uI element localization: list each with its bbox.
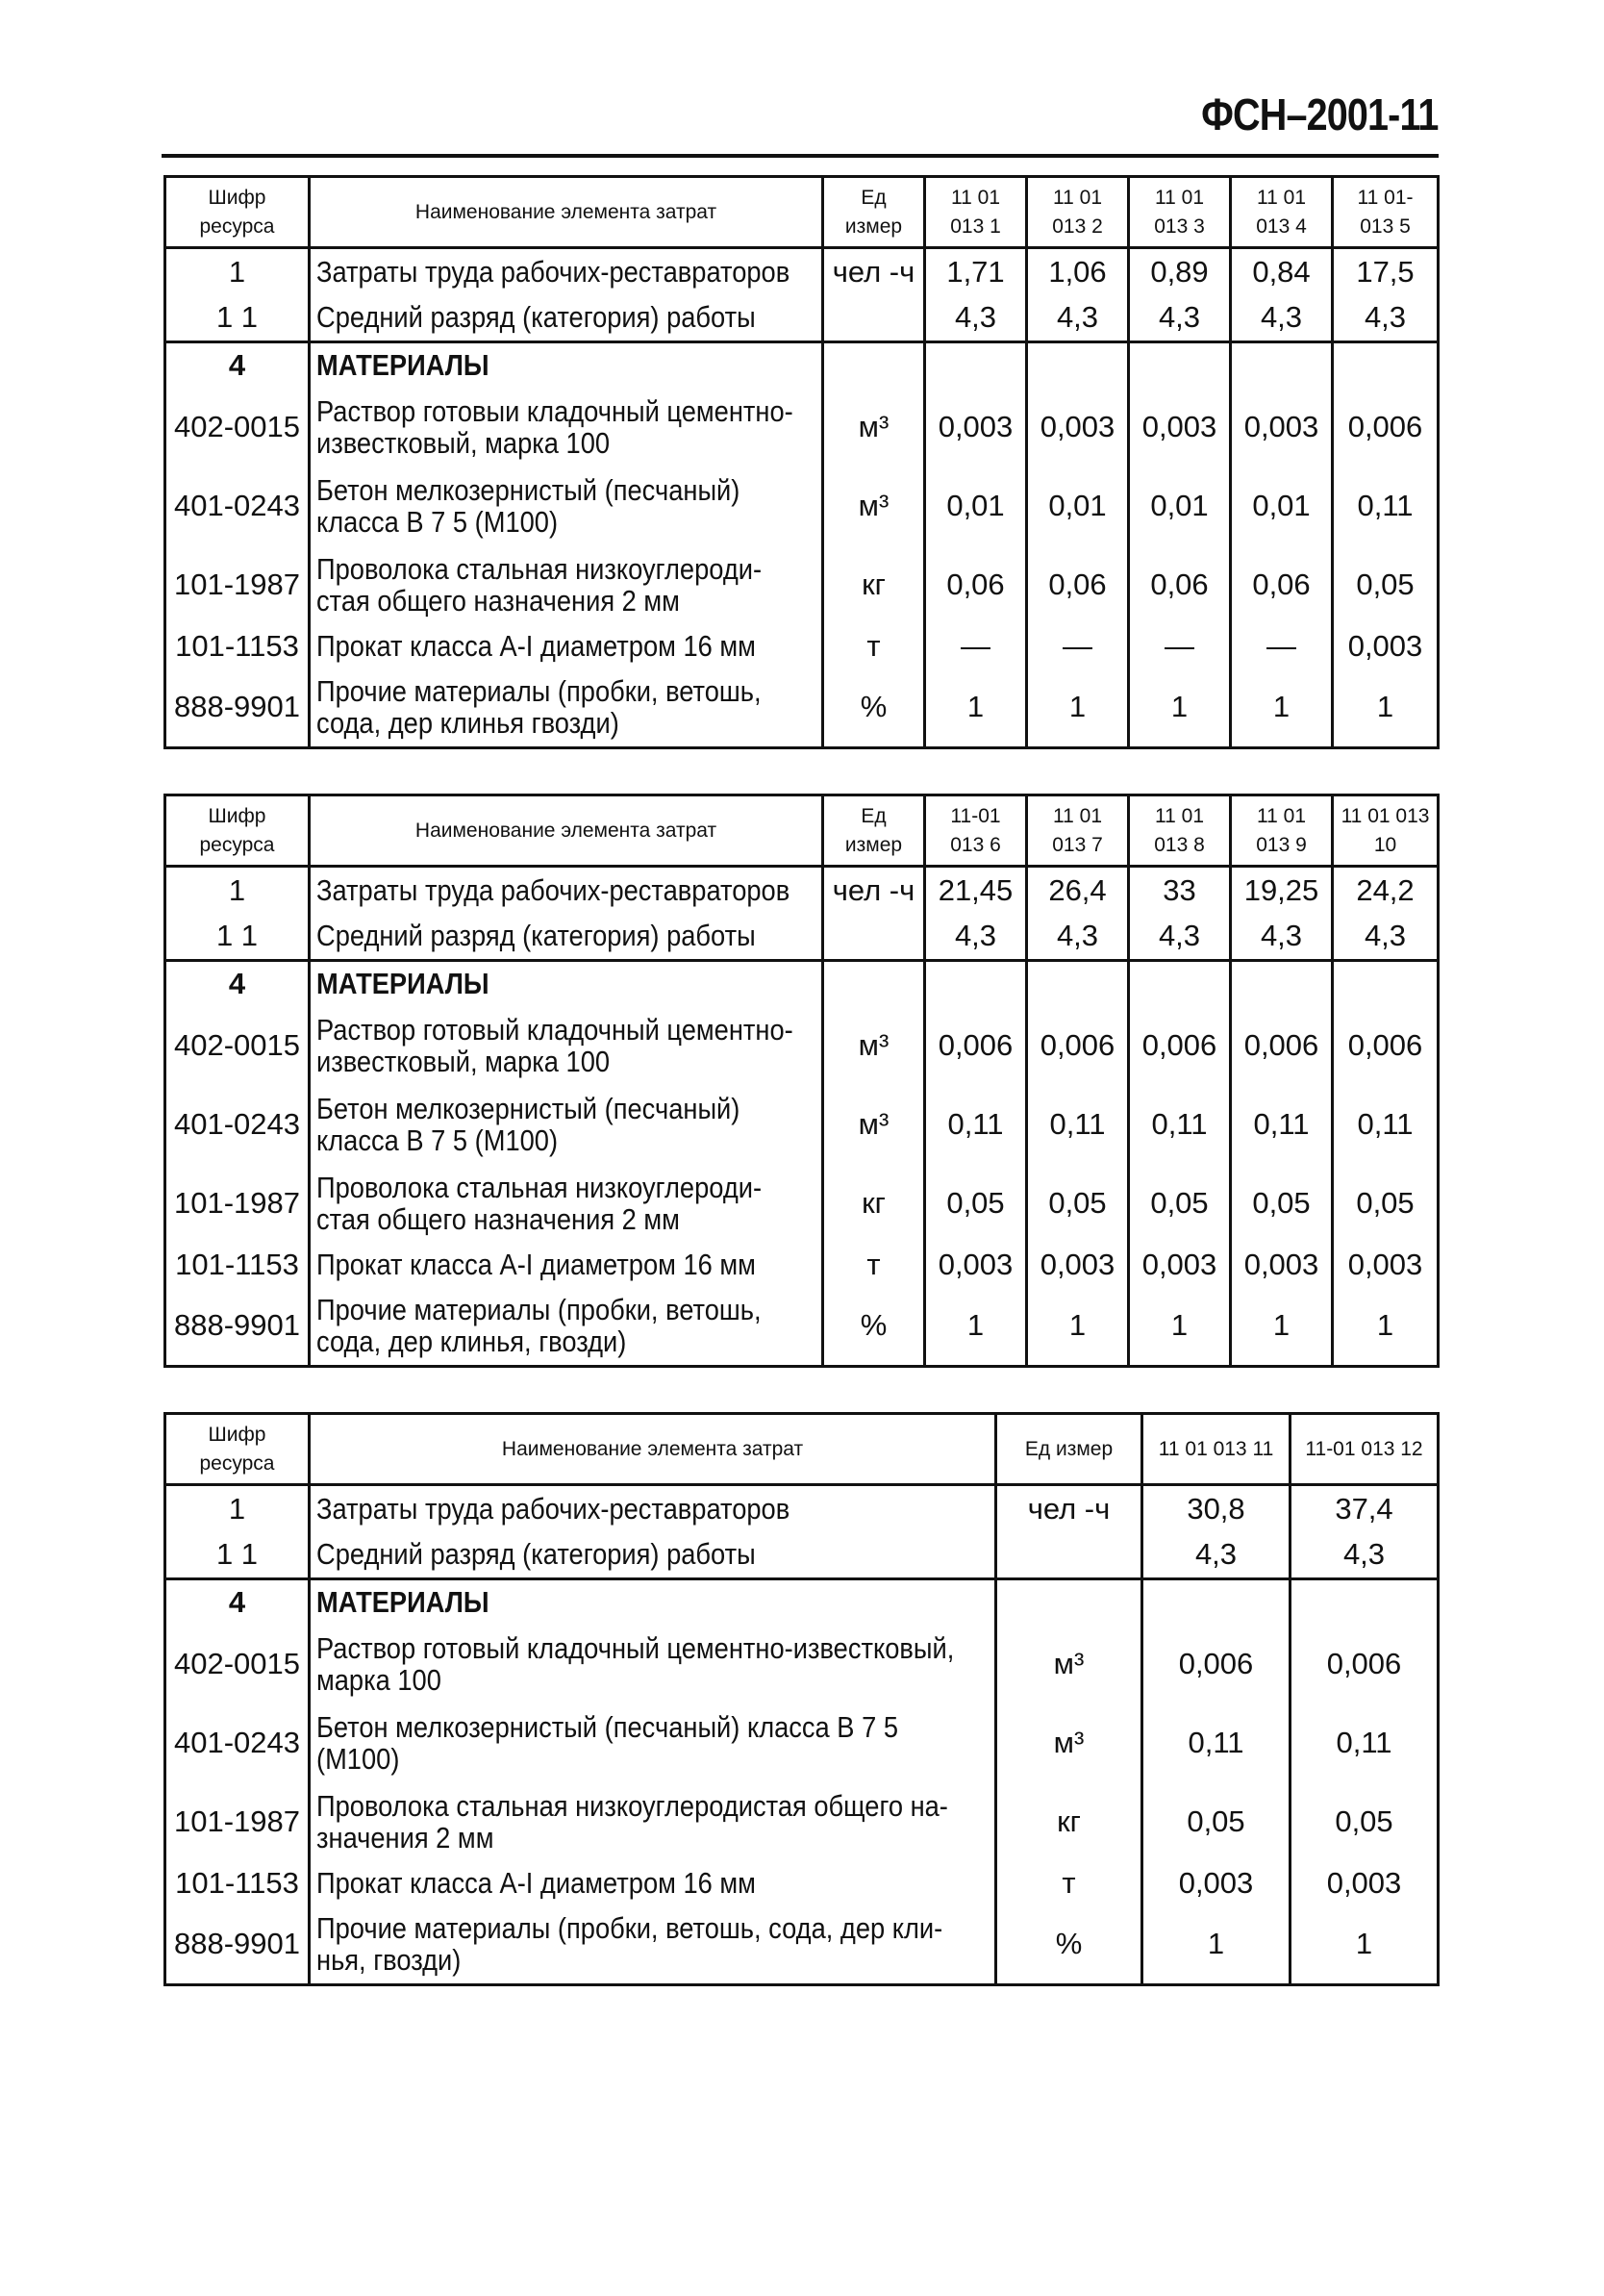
resource-name — [310, 1906, 996, 1985]
resource-name — [310, 1626, 996, 1704]
resource-name-text: Затраты труда рабочих-реставраторов — [316, 1491, 790, 1526]
unit-cell: м³ — [996, 1704, 1142, 1783]
value-cell — [1129, 961, 1231, 1007]
value-cell: — — [1129, 625, 1231, 669]
value-cell: 0,006 — [925, 1007, 1027, 1086]
unit-cell: м³ — [823, 1086, 925, 1165]
table-row — [165, 961, 1439, 1007]
value-cell: 0,003 — [1142, 1862, 1291, 1906]
value-cell: 0,05 — [1027, 1165, 1129, 1244]
value-cell: 4,3 — [1129, 296, 1231, 342]
value-cell: 30,8 — [1142, 1485, 1291, 1533]
unit-cell: т — [823, 625, 925, 669]
table-header-row — [165, 1414, 1439, 1485]
value-cell: 0,003 — [1027, 389, 1129, 467]
resource-code: 101-1987 — [165, 1783, 310, 1862]
value-cell: 0,84 — [1231, 248, 1333, 296]
resource-name-text: Прокат класса А-I диаметром 16 мм — [316, 629, 756, 664]
resource-name-text: Бетон мелкозернистый (песчаный) класса В 7 5 (М100) — [316, 1091, 740, 1157]
value-cell: 0,003 — [1129, 389, 1231, 467]
resource-name-text: Средний разряд (категория) работы — [316, 300, 756, 335]
value-cell: 0,003 — [1027, 1244, 1129, 1288]
value-cell: 0,05 — [1142, 1783, 1291, 1862]
value-cell: 0,06 — [1027, 546, 1129, 625]
resource-name-text: Бетон мелкозернистый (песчаный) класса В 7 5 (М100) — [316, 472, 740, 539]
value-cell: 0,003 — [1333, 1244, 1439, 1288]
value-cell: 26,4 — [1027, 867, 1129, 915]
resource-name-text: МАТЕРИАЛЫ — [316, 347, 489, 382]
resource-code: 4 — [165, 342, 310, 389]
value-cell: 0,05 — [1291, 1783, 1439, 1862]
value-cell: — — [1231, 625, 1333, 669]
value-cell — [925, 342, 1027, 389]
resource-code: 1 — [165, 248, 310, 296]
resource-code: 101-1987 — [165, 1165, 310, 1244]
value-cell: 4,3 — [1333, 915, 1439, 961]
resource-name-text: Бетон мелкозернистый (песчаный) класса В 7 5 (М100) — [316, 1709, 899, 1776]
value-cell: 0,006 — [1129, 1007, 1231, 1086]
value-cell: 4,3 — [925, 915, 1027, 961]
resource-name — [310, 915, 823, 961]
resource-name — [310, 669, 823, 748]
resource-name — [310, 1579, 996, 1626]
resource-name — [310, 961, 823, 1007]
value-cell: 0,006 — [1291, 1626, 1439, 1704]
value-cell: 0,01 — [1129, 467, 1231, 546]
unit-cell: м³ — [996, 1626, 1142, 1704]
value-cell: 0,11 — [1129, 1086, 1231, 1165]
table-row — [165, 669, 1439, 748]
header-unit: Ед измер — [823, 177, 925, 248]
table-row — [165, 467, 1439, 546]
value-cell: 4,3 — [1129, 915, 1231, 961]
value-cell: 4,3 — [1333, 296, 1439, 342]
header-name: Наименование элемента затрат — [310, 1414, 996, 1485]
header-name: Наименование элемента затрат — [310, 177, 823, 248]
resource-name-text: Прочие материалы (пробки, ветошь, сода, дер клинья гвозди) — [316, 674, 762, 740]
unit-cell: % — [996, 1906, 1142, 1985]
value-cell: 0,05 — [1129, 1165, 1231, 1244]
resource-code: 401-0243 — [165, 1704, 310, 1783]
resource-code: 1 — [165, 1485, 310, 1533]
header-column: 11 01 013 3 — [1129, 177, 1231, 248]
value-cell: 1 — [1333, 1288, 1439, 1367]
table-row — [165, 1626, 1439, 1704]
header-column: 11 01 013 11 — [1142, 1414, 1291, 1485]
value-cell: 1 — [1142, 1906, 1291, 1985]
resource-name — [310, 1244, 823, 1288]
resource-code: 1 — [165, 867, 310, 915]
resource-code: 888-9901 — [165, 669, 310, 748]
header-unit: Ед измер — [823, 795, 925, 867]
unit-cell — [823, 342, 925, 389]
table-header-row — [165, 177, 1439, 248]
unit-cell: т — [823, 1244, 925, 1288]
resource-name-text: Затраты труда рабочих-реставраторов — [316, 872, 790, 907]
resource-name-text: Проволока стальная низкоуглеродистая общего на-значения 2 мм — [316, 1788, 948, 1854]
unit-cell — [823, 961, 925, 1007]
table-row — [165, 867, 1439, 915]
value-cell: 0,05 — [1333, 546, 1439, 625]
resource-name-text: Раствор готовый кладочный цементно-известковый, марка 100 — [316, 1012, 793, 1078]
table-row — [165, 296, 1439, 342]
table-row — [165, 389, 1439, 467]
resource-name-text: МАТЕРИАЛЫ — [316, 1584, 489, 1619]
resource-name — [310, 1862, 996, 1906]
header-column: 11 01 013 10 — [1333, 795, 1439, 867]
resource-code: 1 1 — [165, 1533, 310, 1579]
value-cell: 1 — [1027, 1288, 1129, 1367]
resource-name-text: Прочие материалы (пробки, ветошь, сода, дер клинья, гвозди) — [316, 1293, 762, 1358]
value-cell: 0,11 — [1291, 1704, 1439, 1783]
value-cell: 0,003 — [925, 389, 1027, 467]
unit-cell: кг — [823, 1165, 925, 1244]
resource-name-text: Раствор готовый кладочный цементно-известковый, марка 100 — [316, 1630, 955, 1697]
unit-cell: кг — [996, 1783, 1142, 1862]
unit-cell — [996, 1579, 1142, 1626]
table-row — [165, 1783, 1439, 1862]
resource-code: 402-0015 — [165, 1626, 310, 1704]
value-cell: 24,2 — [1333, 867, 1439, 915]
resource-code: 4 — [165, 961, 310, 1007]
value-cell: 0,01 — [925, 467, 1027, 546]
resource-name-text: Прокат класса А-I диаметром 16 мм — [316, 1248, 756, 1282]
value-cell: 1 — [1291, 1906, 1439, 1985]
value-cell: 1 — [925, 1288, 1027, 1367]
resource-table-2 — [163, 794, 1440, 1368]
resource-code: 401-0243 — [165, 1086, 310, 1165]
value-cell: 0,01 — [1027, 467, 1129, 546]
unit-cell — [823, 915, 925, 961]
value-cell — [1291, 1579, 1439, 1626]
value-cell: 0,01 — [1231, 467, 1333, 546]
value-cell — [1231, 961, 1333, 1007]
table-row — [165, 915, 1439, 961]
resource-name — [310, 296, 823, 342]
unit-cell: чел -ч — [823, 867, 925, 915]
table-row — [165, 1086, 1439, 1165]
table-row — [165, 1288, 1439, 1367]
resource-code: 101-1987 — [165, 546, 310, 625]
value-cell: 4,3 — [1142, 1533, 1291, 1579]
resource-name — [310, 867, 823, 915]
value-cell: 0,11 — [1333, 1086, 1439, 1165]
unit-cell: кг — [823, 546, 925, 625]
resource-code: 1 1 — [165, 296, 310, 342]
value-cell: 0,003 — [1333, 625, 1439, 669]
document-code: ФСН–2001-11 — [1201, 89, 1439, 139]
header-column: 11 01 013 7 — [1027, 795, 1129, 867]
unit-cell: т — [996, 1862, 1142, 1906]
resource-name-text: МАТЕРИАЛЫ — [316, 966, 489, 1000]
value-cell: 4,3 — [925, 296, 1027, 342]
resource-name — [310, 625, 823, 669]
resource-name — [310, 342, 823, 389]
resource-name — [310, 389, 823, 467]
value-cell — [1142, 1579, 1291, 1626]
table-header-row — [165, 795, 1439, 867]
value-cell: 33 — [1129, 867, 1231, 915]
value-cell — [1333, 961, 1439, 1007]
value-cell — [1333, 342, 1439, 389]
resource-name — [310, 1007, 823, 1086]
value-cell: 0,06 — [925, 546, 1027, 625]
value-cell: 0,003 — [925, 1244, 1027, 1288]
header-column: 11 01- 013 5 — [1333, 177, 1439, 248]
table-row — [165, 1485, 1439, 1533]
header-column: 11 01 013 9 — [1231, 795, 1333, 867]
value-cell: 1 — [1231, 669, 1333, 748]
header-column: 11 01 013 1 — [925, 177, 1027, 248]
value-cell: 0,11 — [1333, 467, 1439, 546]
resource-name-text: Проволока стальная низкоуглероди-стая общего назначения 2 мм — [316, 551, 763, 618]
value-cell: 0,11 — [925, 1086, 1027, 1165]
value-cell: 0,003 — [1291, 1862, 1439, 1906]
unit-cell: % — [823, 1288, 925, 1367]
table-row — [165, 1862, 1439, 1906]
value-cell: 4,3 — [1231, 915, 1333, 961]
resource-name-text: Раствор готовыи кладочный цементно-известковый, марка 100 — [316, 393, 793, 460]
value-cell: 4,3 — [1027, 296, 1129, 342]
resource-code: 888-9901 — [165, 1906, 310, 1985]
resource-code: 402-0015 — [165, 389, 310, 467]
value-cell: 0,06 — [1231, 546, 1333, 625]
value-cell: 1,06 — [1027, 248, 1129, 296]
resource-name — [310, 1165, 823, 1244]
value-cell: 1 — [1129, 669, 1231, 748]
value-cell: 0,06 — [1129, 546, 1231, 625]
resource-name — [310, 1533, 996, 1579]
table-row — [165, 1165, 1439, 1244]
resource-name — [310, 467, 823, 546]
resource-name — [310, 1485, 996, 1533]
value-cell: 21,45 — [925, 867, 1027, 915]
resource-code: 888-9901 — [165, 1288, 310, 1367]
value-cell: 0,11 — [1231, 1086, 1333, 1165]
header-column: 11-01 013 12 — [1291, 1414, 1439, 1485]
resource-table-1 — [163, 175, 1440, 749]
table-row — [165, 1579, 1439, 1626]
value-cell: 0,003 — [1231, 389, 1333, 467]
value-cell: 0,006 — [1231, 1007, 1333, 1086]
unit-cell — [823, 296, 925, 342]
value-cell — [1027, 961, 1129, 1007]
value-cell: 1 — [1027, 669, 1129, 748]
value-cell: 1,71 — [925, 248, 1027, 296]
value-cell: 0,006 — [1142, 1626, 1291, 1704]
value-cell: 17,5 — [1333, 248, 1439, 296]
resource-name-text: Средний разряд (категория) работы — [316, 1537, 756, 1572]
unit-cell: чел -ч — [996, 1485, 1142, 1533]
header-unit: Ед измер — [996, 1414, 1142, 1485]
value-cell: 1 — [925, 669, 1027, 748]
value-cell: 0,05 — [925, 1165, 1027, 1244]
table-row — [165, 1244, 1439, 1288]
resource-name — [310, 546, 823, 625]
resource-code: 101-1153 — [165, 625, 310, 669]
unit-cell — [996, 1533, 1142, 1579]
unit-cell: м³ — [823, 467, 925, 546]
value-cell: 0,11 — [1027, 1086, 1129, 1165]
value-cell — [1129, 342, 1231, 389]
value-cell: 37,4 — [1291, 1485, 1439, 1533]
resource-code: 101-1153 — [165, 1862, 310, 1906]
value-cell: 0,05 — [1231, 1165, 1333, 1244]
value-cell: 0,05 — [1333, 1165, 1439, 1244]
unit-cell: м³ — [823, 1007, 925, 1086]
value-cell: 4,3 — [1027, 915, 1129, 961]
header-rule — [162, 154, 1439, 158]
resource-table-3 — [163, 1412, 1440, 1986]
value-cell: 0,11 — [1142, 1704, 1291, 1783]
value-cell: — — [1027, 625, 1129, 669]
unit-cell: м³ — [823, 389, 925, 467]
value-cell — [1231, 342, 1333, 389]
value-cell: 0,003 — [1129, 1244, 1231, 1288]
table-row — [165, 546, 1439, 625]
resource-code: 4 — [165, 1579, 310, 1626]
value-cell — [925, 961, 1027, 1007]
table-row — [165, 248, 1439, 296]
header-column: 11 01 013 8 — [1129, 795, 1231, 867]
table-row — [165, 342, 1439, 389]
resource-name-text: Средний разряд (категория) работы — [316, 919, 756, 953]
header-column: 11-01 013 6 — [925, 795, 1027, 867]
value-cell: 1 — [1231, 1288, 1333, 1367]
resource-code: 101-1153 — [165, 1244, 310, 1288]
resource-name — [310, 1704, 996, 1783]
header-code: Шифр ресурса — [165, 177, 310, 248]
unit-cell: чел -ч — [823, 248, 925, 296]
resource-code: 402-0015 — [165, 1007, 310, 1086]
table-row — [165, 1704, 1439, 1783]
header-column: 11 01 013 2 — [1027, 177, 1129, 248]
table-row — [165, 1007, 1439, 1086]
value-cell: 0,89 — [1129, 248, 1231, 296]
value-cell: 19,25 — [1231, 867, 1333, 915]
value-cell: 0,006 — [1027, 1007, 1129, 1086]
value-cell — [1027, 342, 1129, 389]
value-cell: 1 — [1333, 669, 1439, 748]
resource-name — [310, 248, 823, 296]
value-cell: 0,006 — [1333, 1007, 1439, 1086]
resource-name — [310, 1783, 996, 1862]
header-code: Шифр ресурса — [165, 795, 310, 867]
value-cell: — — [925, 625, 1027, 669]
table-row — [165, 1533, 1439, 1579]
value-cell: 0,003 — [1231, 1244, 1333, 1288]
value-cell: 4,3 — [1291, 1533, 1439, 1579]
unit-cell: % — [823, 669, 925, 748]
resource-name-text: Затраты труда рабочих-реставраторов — [316, 254, 790, 289]
value-cell: 0,006 — [1333, 389, 1439, 467]
table-row — [165, 1906, 1439, 1985]
resource-code: 401-0243 — [165, 467, 310, 546]
resource-name-text: Прочие материалы (пробки, ветошь, сода, дер кли-нья, гвозди) — [316, 1911, 943, 1977]
header-column: 11 01 013 4 — [1231, 177, 1333, 248]
value-cell: 4,3 — [1231, 296, 1333, 342]
table-row — [165, 625, 1439, 669]
resource-name — [310, 1288, 823, 1367]
header-code: Шифр ресурса — [165, 1414, 310, 1485]
value-cell: 1 — [1129, 1288, 1231, 1367]
resource-name-text: Проволока стальная низкоуглероди-стая общего назначения 2 мм — [316, 1170, 763, 1236]
resource-name — [310, 1086, 823, 1165]
resource-name-text: Прокат класса А-I диаметром 16 мм — [316, 1866, 756, 1901]
resource-code: 1 1 — [165, 915, 310, 961]
header-name: Наименование элемента затрат — [310, 795, 823, 867]
